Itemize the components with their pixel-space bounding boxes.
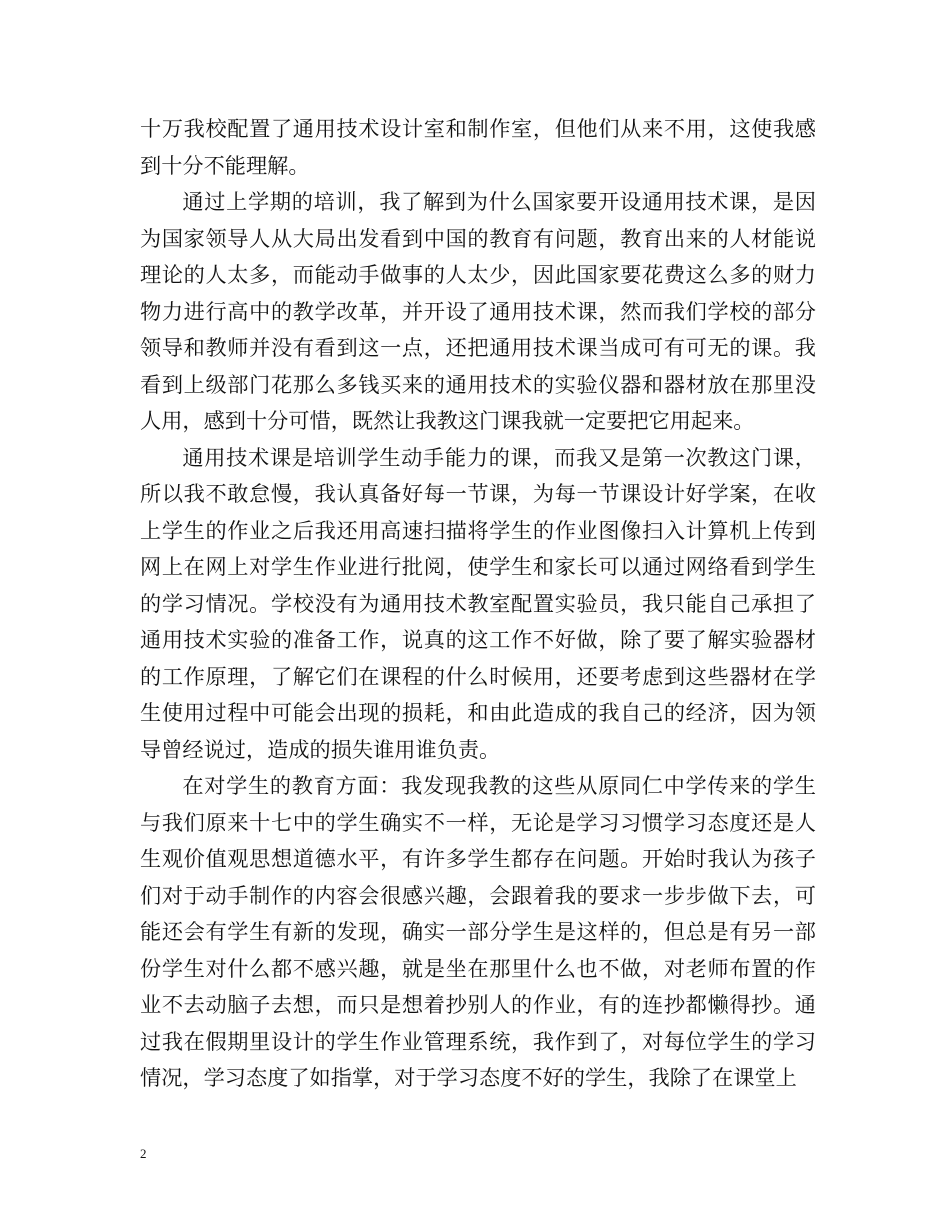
paragraph-continuation: 十万我校配置了通用技术设计室和制作室，但他们从来不用，这使我感到十分不能理解。 <box>140 116 816 178</box>
body-text <box>140 111 816 1097</box>
paragraph-student-education: 在对学生的教育方面：我发现我教的这些从原同仁中学传来的学生与我们原来十七中的学生确实不一样，无论是学习习惯学习态度还是人生观价值观思想道德水平，有许多学生都存在问题。开始时我认为孩子们对于动手制作的内容会很感兴趣，会跟着我的要求一步步做下去，可能还会有学生有新的发现，确实一部分学生是这样的，但总是有另一部份学生对什么都不感兴趣，就是坐在那里什么也不做，对老师布置的作业不去动脑子去想，而只是想着抄别人的作业，有的连抄都懒得抄。通过我在假期里设计的学生作业管理系统，我作到了，对每位学生的学习情况，学习态度了如指掌，对于学习态度不好的学生，我除了在课堂上 <box>140 773 816 1090</box>
paragraph-training: 通过上学期的培训，我了解到为什么国家要开设通用技术课，是因为国家领导人从大局出发看到中国的教育有问题，教育出来的人材能说理论的人太多，而能动手做事的人太少，因此国家要花费这么多的财力物力进行高中的教学改革，并开设了通用技术课，然而我们学校的部分领导和教师并没有看到这一点，还把通用技术课当成可有可无的课。我看到上级部门花那么多钱买来的通用技术的实验仪器和器材放在那里没人用，感到十分可惜，既然让我教这门课我就一定要把它用起来。 <box>140 189 816 433</box>
paragraph-course-work: 通用技术课是培训学生动手能力的课，而我又是第一次教这门课，所以我不敢怠慢，我认真备好每一节课，为每一节课设计好学案，在收上学生的作业之后我还用高速扫描将学生的作业图像扫入计算机上传到网上在网上对学生作业进行批阅，使学生和家长可以通过网络看到学生的学习情况。学校没有为通用技术教室配置实验员，我只能自己承担了通用技术实验的准备工作，说真的这工作不好做，除了要了解实验器材的工作原理，了解它们在课程的什么时候用，还要考虑到这些器材在学生使用过程中可能会出现的损耗，和由此造成的我自己的经济，因为领导曾经说过，造成的损失谁用谁负责。 <box>140 444 816 762</box>
page-number: 2 <box>140 1146 147 1161</box>
